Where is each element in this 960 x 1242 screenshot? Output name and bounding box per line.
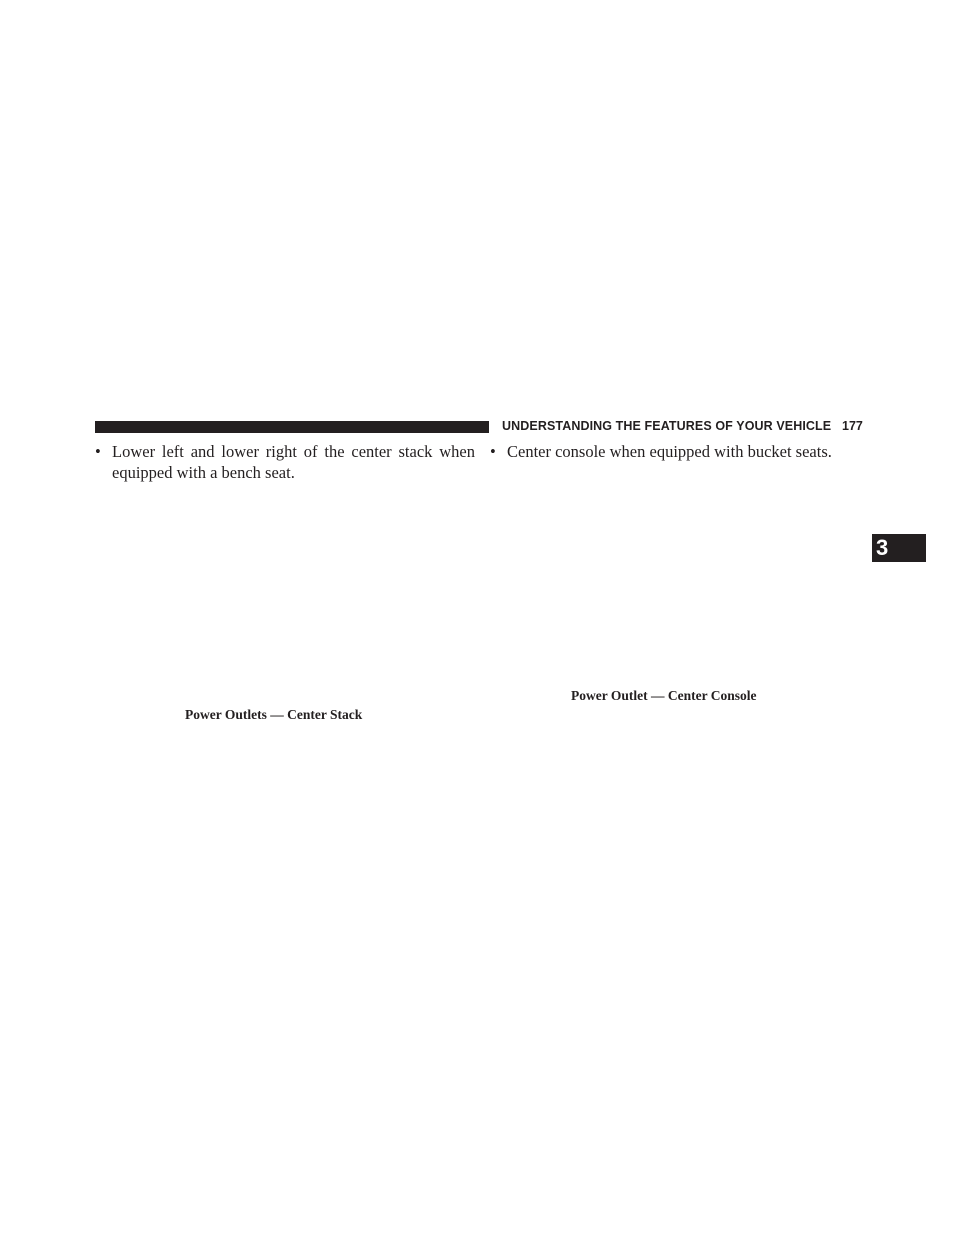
figure-caption-center-console: Power Outlet — Center Console (571, 688, 757, 703)
section-title: UNDERSTANDING THE FEATURES OF YOUR VEHICLE (502, 419, 832, 433)
bullet-text: Lower left and lower right of the center stack when equipped with a bench seat. (112, 442, 475, 482)
bullet-item-center-console (490, 441, 850, 462)
bullet-icon: • (95, 442, 101, 461)
bullet-icon: • (490, 442, 496, 461)
bullet-text: Center console when equipped with bucket seats. (507, 442, 832, 461)
header-rule-bar (95, 421, 489, 433)
chapter-tab-label: 3 (876, 535, 889, 560)
figure-caption-center-stack: Power Outlets — Center Stack (185, 707, 363, 722)
bullet-item-center-stack (95, 441, 475, 483)
page-number: 177 (842, 419, 863, 433)
